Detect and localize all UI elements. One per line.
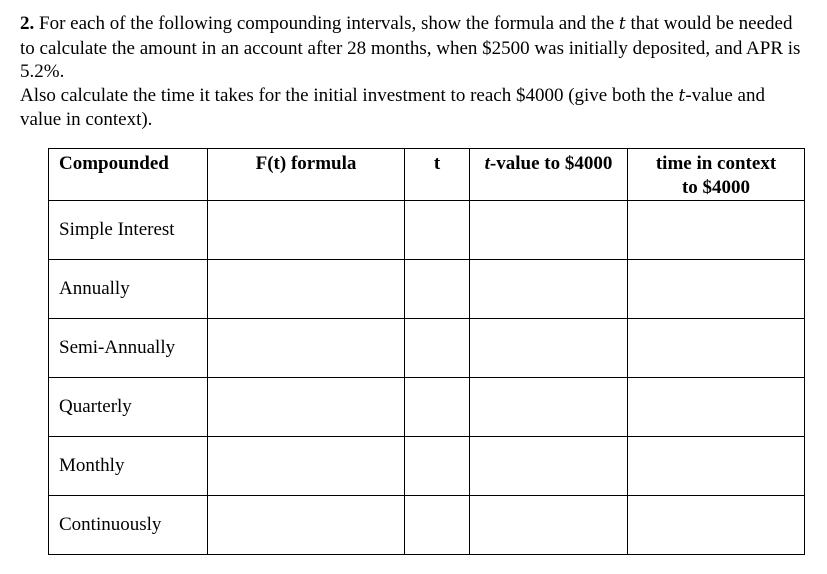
problem-paragraph-2 <box>20 84 810 132</box>
cell-t-value[interactable] <box>470 437 628 496</box>
compounding-table <box>48 148 805 555</box>
cell-t[interactable] <box>405 319 470 378</box>
cell-t-value[interactable] <box>470 496 628 555</box>
cell-t[interactable] <box>405 260 470 319</box>
header-time-line2: to $4000 <box>681 177 751 198</box>
cell-time-in-context[interactable] <box>628 378 805 437</box>
cell-time-in-context[interactable] <box>628 496 805 555</box>
cell-time-in-context[interactable] <box>628 260 805 319</box>
cell-formula[interactable] <box>208 437 405 496</box>
header-t-value-var: t <box>484 153 490 174</box>
header-time-in-context <box>628 149 805 201</box>
cell-t[interactable] <box>405 437 470 496</box>
header-formula: F(t) formula <box>208 149 405 201</box>
row-label-quarterly: Quarterly <box>49 378 208 437</box>
variable-t: t <box>618 14 626 34</box>
problem-text-1b: that would be needed to calculate the amount in an account after 28 months, when $2500 was initially deposited, and APR is 5.2%. <box>20 13 801 82</box>
cell-t[interactable] <box>405 378 470 437</box>
cell-formula[interactable] <box>208 378 405 437</box>
cell-formula[interactable] <box>208 496 405 555</box>
problem-paragraph-1 <box>20 12 810 84</box>
table-row <box>49 319 805 378</box>
problem-text-2b: -value and value in context). <box>20 84 765 130</box>
header-t-value <box>470 149 628 201</box>
header-time-line1: time in context <box>655 153 777 174</box>
cell-formula[interactable] <box>208 319 405 378</box>
cell-formula[interactable] <box>208 260 405 319</box>
header-t-value-rest: -value to $4000 <box>489 153 613 174</box>
cell-t-value[interactable] <box>470 260 628 319</box>
row-label-simple-interest: Simple Interest <box>49 201 208 260</box>
cell-formula[interactable] <box>208 201 405 260</box>
cell-t-value[interactable] <box>470 201 628 260</box>
problem-statement <box>20 12 810 132</box>
row-label-annually: Annually <box>49 260 208 319</box>
row-label-semi-annually: Semi-Annually <box>49 319 208 378</box>
table-row <box>49 437 805 496</box>
problem-text-2a: Also calculate the time it takes for the initial investment to reach $4000 (give both the <box>20 84 674 106</box>
cell-time-in-context[interactable] <box>628 319 805 378</box>
problem-number: 2. <box>20 13 35 34</box>
row-label-continuously: Continuously <box>49 496 208 555</box>
table-row <box>49 378 805 437</box>
header-t: t <box>405 149 470 201</box>
cell-time-in-context[interactable] <box>628 201 805 260</box>
table-row <box>49 260 805 319</box>
cell-t[interactable] <box>405 201 470 260</box>
header-compounded: Compounded <box>49 149 208 201</box>
cell-time-in-context[interactable] <box>628 437 805 496</box>
cell-t-value[interactable] <box>470 378 628 437</box>
cell-t-value[interactable] <box>470 319 628 378</box>
variable-t: t <box>678 85 686 106</box>
table-row <box>49 201 805 260</box>
problem-text-1a: For each of the following compounding intervals, show the formula and the <box>39 13 615 34</box>
row-label-monthly: Monthly <box>49 437 208 496</box>
table-header-row <box>49 149 805 201</box>
cell-t[interactable] <box>405 496 470 555</box>
table-row <box>49 496 805 555</box>
